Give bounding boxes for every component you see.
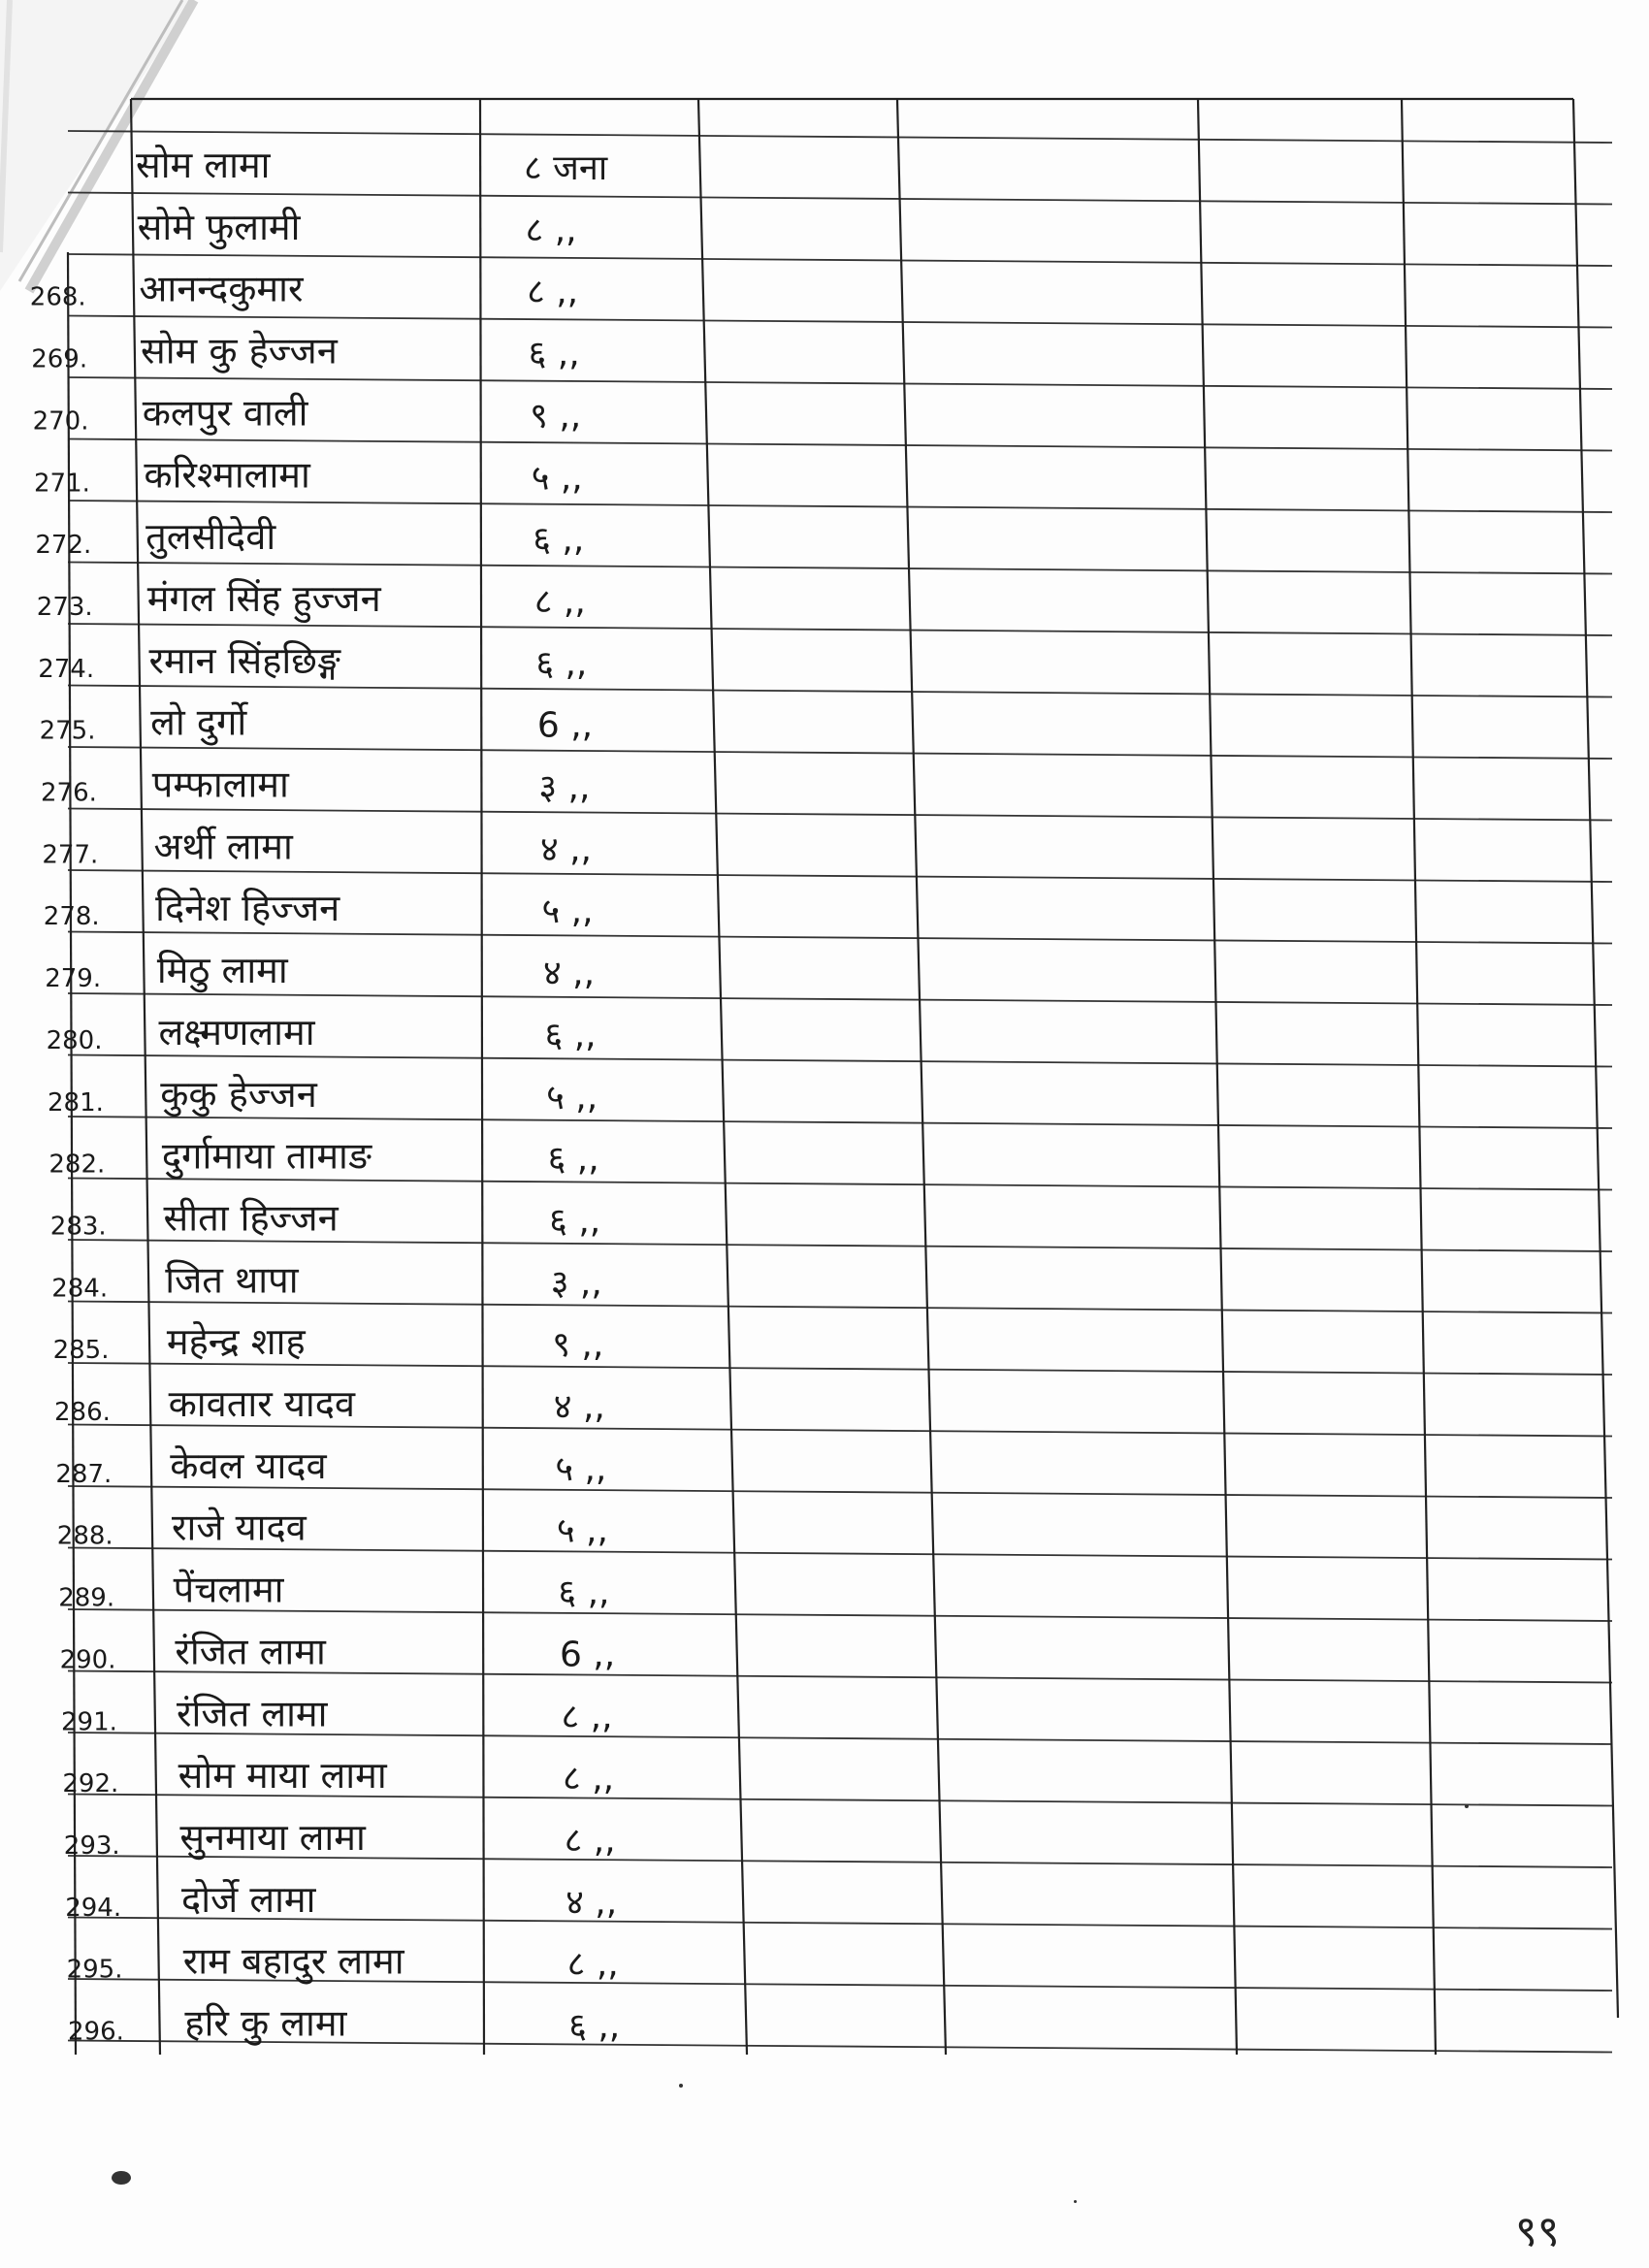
row-member-count: ८ ,, bbox=[534, 581, 586, 622]
row-rule bbox=[68, 131, 1612, 143]
ink-speck bbox=[112, 2171, 131, 2185]
row-serial-number: 273. bbox=[36, 592, 93, 622]
row-household-name: रमान सिंहछिङ्ग bbox=[148, 638, 340, 682]
row-member-count: ६ ,, bbox=[544, 1015, 597, 1055]
row-household-name: दोर्जे लामा bbox=[181, 1877, 316, 1921]
row-member-count: ५ ,, bbox=[541, 891, 594, 932]
row-household-name: करिश्मालामा bbox=[144, 453, 310, 497]
row-member-count: ९ ,, bbox=[530, 396, 582, 437]
row-serial-number: 286. bbox=[54, 1398, 111, 1427]
row-serial-number: 279. bbox=[45, 964, 102, 994]
row-household-name: कुकु हेज्जन bbox=[160, 1072, 317, 1116]
row-serial-number: 284. bbox=[51, 1274, 109, 1304]
row-rule bbox=[68, 1486, 1612, 1498]
row-household-name: जित थापा bbox=[165, 1258, 299, 1302]
row-member-count: 6 ,, bbox=[559, 1635, 616, 1675]
row-serial-number: 272. bbox=[35, 531, 92, 561]
row-serial-number: 276. bbox=[41, 778, 97, 808]
row-household-name: रंजित लामा bbox=[177, 1692, 328, 1735]
row-member-count: ६ ,, bbox=[549, 1201, 601, 1242]
row-serial-number: 275. bbox=[39, 716, 96, 746]
column-rule bbox=[1198, 99, 1237, 2055]
row-serial-number: 292. bbox=[62, 1769, 119, 1799]
row-rule bbox=[68, 1548, 1612, 1560]
row-household-name: दुर्गामाया तामाङ bbox=[161, 1134, 372, 1178]
row-serial-number: 290. bbox=[59, 1645, 116, 1675]
column-rule bbox=[897, 99, 946, 2055]
row-serial-number: 282. bbox=[48, 1150, 106, 1180]
row-serial-number: 278. bbox=[43, 902, 100, 932]
row-member-count: ८ ,, bbox=[566, 1944, 619, 1985]
row-serial-number: 268. bbox=[29, 282, 86, 312]
row-household-name: सुनमाया लामा bbox=[179, 1815, 366, 1859]
name-column-rule bbox=[480, 99, 484, 2055]
row-member-count: ५ ,, bbox=[555, 1448, 607, 1489]
row-serial-number: 271. bbox=[34, 469, 90, 499]
row-rule bbox=[68, 993, 1612, 1005]
row-household-name: सोम माया लामा bbox=[178, 1754, 387, 1798]
ink-speck bbox=[1074, 2200, 1077, 2203]
row-serial-number: 283. bbox=[49, 1212, 107, 1242]
row-rule bbox=[68, 1302, 1612, 1313]
row-household-name: केवल यादव bbox=[170, 1443, 327, 1487]
row-serial-number: 269. bbox=[31, 344, 88, 374]
row-serial-number: 296. bbox=[68, 2017, 124, 2047]
row-serial-number: 277. bbox=[42, 840, 99, 870]
row-member-count: ६ ,, bbox=[568, 2006, 621, 2047]
row-household-name: मिठु लामा bbox=[156, 949, 288, 992]
row-member-count: ६ ,, bbox=[528, 334, 580, 374]
row-serial-number: 270. bbox=[32, 406, 89, 437]
count-column-rule bbox=[698, 99, 747, 2055]
row-member-count: ६ ,, bbox=[535, 643, 588, 684]
row-rule bbox=[68, 1055, 1612, 1067]
column-rule bbox=[1402, 99, 1436, 2055]
row-household-name: हरि कु लामा bbox=[184, 2001, 347, 2045]
row-member-count: ८ ,, bbox=[527, 272, 579, 312]
row-rule bbox=[68, 1179, 1612, 1190]
row-serial-number: 295. bbox=[66, 1955, 123, 1985]
page-number: ९९ bbox=[1515, 2207, 1560, 2256]
row-member-count: ८ ,, bbox=[564, 1820, 616, 1861]
row-household-name: अर्थी लामा bbox=[153, 825, 293, 868]
row-serial-number: 287. bbox=[55, 1459, 113, 1489]
row-member-count: ४ ,, bbox=[566, 1882, 618, 1923]
row-rule bbox=[68, 624, 1612, 635]
row-household-name: आनन्दकुमार bbox=[139, 267, 304, 310]
row-member-count: 6 ,, bbox=[536, 705, 594, 746]
row-rule bbox=[68, 1117, 1612, 1128]
row-rule bbox=[68, 932, 1612, 944]
row-household-name: रंजित लामा bbox=[175, 1630, 326, 1673]
row-household-name: पम्फालामा bbox=[151, 762, 289, 806]
row-household-name: लो दुर्गो bbox=[150, 700, 247, 744]
row-household-name: कावतार यादव bbox=[168, 1382, 356, 1425]
row-member-count: ३ ,, bbox=[538, 767, 591, 808]
row-household-name: राजे यादव bbox=[171, 1506, 307, 1549]
row-rule bbox=[68, 501, 1612, 512]
row-serial-number: 280. bbox=[46, 1025, 103, 1055]
row-serial-number: 291. bbox=[61, 1707, 117, 1737]
row-member-count: ९ ,, bbox=[552, 1325, 604, 1366]
ink-speck bbox=[679, 2084, 683, 2088]
row-serial-number: 288. bbox=[56, 1521, 113, 1551]
row-rule bbox=[68, 316, 1612, 328]
ink-speck bbox=[1465, 1804, 1469, 1808]
row-rule bbox=[68, 809, 1612, 821]
row-rule bbox=[68, 686, 1612, 697]
row-rule bbox=[68, 439, 1612, 451]
row-rule bbox=[68, 1363, 1612, 1375]
row-household-name: सोम कु हेज्जन bbox=[141, 329, 338, 373]
row-household-name: तुलसीदेवी bbox=[146, 515, 276, 559]
row-serial-number: 293. bbox=[63, 1831, 120, 1861]
row-rule bbox=[68, 563, 1612, 574]
row-rule bbox=[68, 377, 1612, 389]
row-serial-number: 285. bbox=[52, 1336, 110, 1366]
row-member-count: ५ ,, bbox=[531, 458, 583, 499]
row-household-name: सोमे फुलामी bbox=[137, 205, 301, 248]
right-border bbox=[1573, 99, 1618, 2018]
row-household-name: लक्ष्मणलामा bbox=[158, 1010, 315, 1053]
row-household-name: महेन्द्र शाह bbox=[166, 1320, 306, 1364]
row-household-name: सीता हिज्जन bbox=[163, 1196, 339, 1240]
row-serial-number: 274. bbox=[38, 654, 95, 684]
row-serial-number: 294. bbox=[65, 1893, 122, 1923]
row-rule bbox=[68, 254, 1612, 266]
row-household-name: मंगल सिंह हुज्जन bbox=[146, 576, 381, 620]
row-rule bbox=[68, 193, 1612, 205]
row-member-count: ३ ,, bbox=[550, 1263, 602, 1304]
row-member-count: ५ ,, bbox=[556, 1510, 608, 1551]
row-serial-number: 289. bbox=[58, 1583, 115, 1613]
row-member-count: ४ ,, bbox=[543, 954, 596, 994]
row-member-count: ५ ,, bbox=[546, 1077, 598, 1118]
row-member-count: ८ जना bbox=[524, 148, 608, 188]
row-rule bbox=[68, 1609, 1612, 1621]
row-rule bbox=[68, 747, 1612, 759]
row-rule bbox=[68, 1240, 1612, 1251]
row-member-count: ४ ,, bbox=[553, 1387, 605, 1427]
row-household-name: कलपुर वाली bbox=[142, 391, 308, 435]
row-rule bbox=[68, 1425, 1612, 1437]
row-member-count: ८ ,, bbox=[525, 210, 577, 250]
row-household-name: दिनेश हिज्जन bbox=[155, 887, 340, 930]
row-member-count: ६ ,, bbox=[558, 1572, 610, 1613]
row-member-count: ४ ,, bbox=[539, 829, 593, 870]
row-household-name: पेंचलामा bbox=[173, 1568, 284, 1611]
row-serial-number: 281. bbox=[48, 1087, 104, 1118]
row-member-count: ६ ,, bbox=[547, 1139, 599, 1180]
row-household-name: राम बहादुर लामा bbox=[182, 1939, 404, 1983]
row-rule bbox=[68, 870, 1612, 882]
row-member-count: ६ ,, bbox=[533, 520, 585, 561]
row-member-count: ८ ,, bbox=[563, 1759, 615, 1799]
row-household-name: सोम लामा bbox=[136, 144, 271, 186]
row-member-count: ८ ,, bbox=[561, 1697, 613, 1737]
